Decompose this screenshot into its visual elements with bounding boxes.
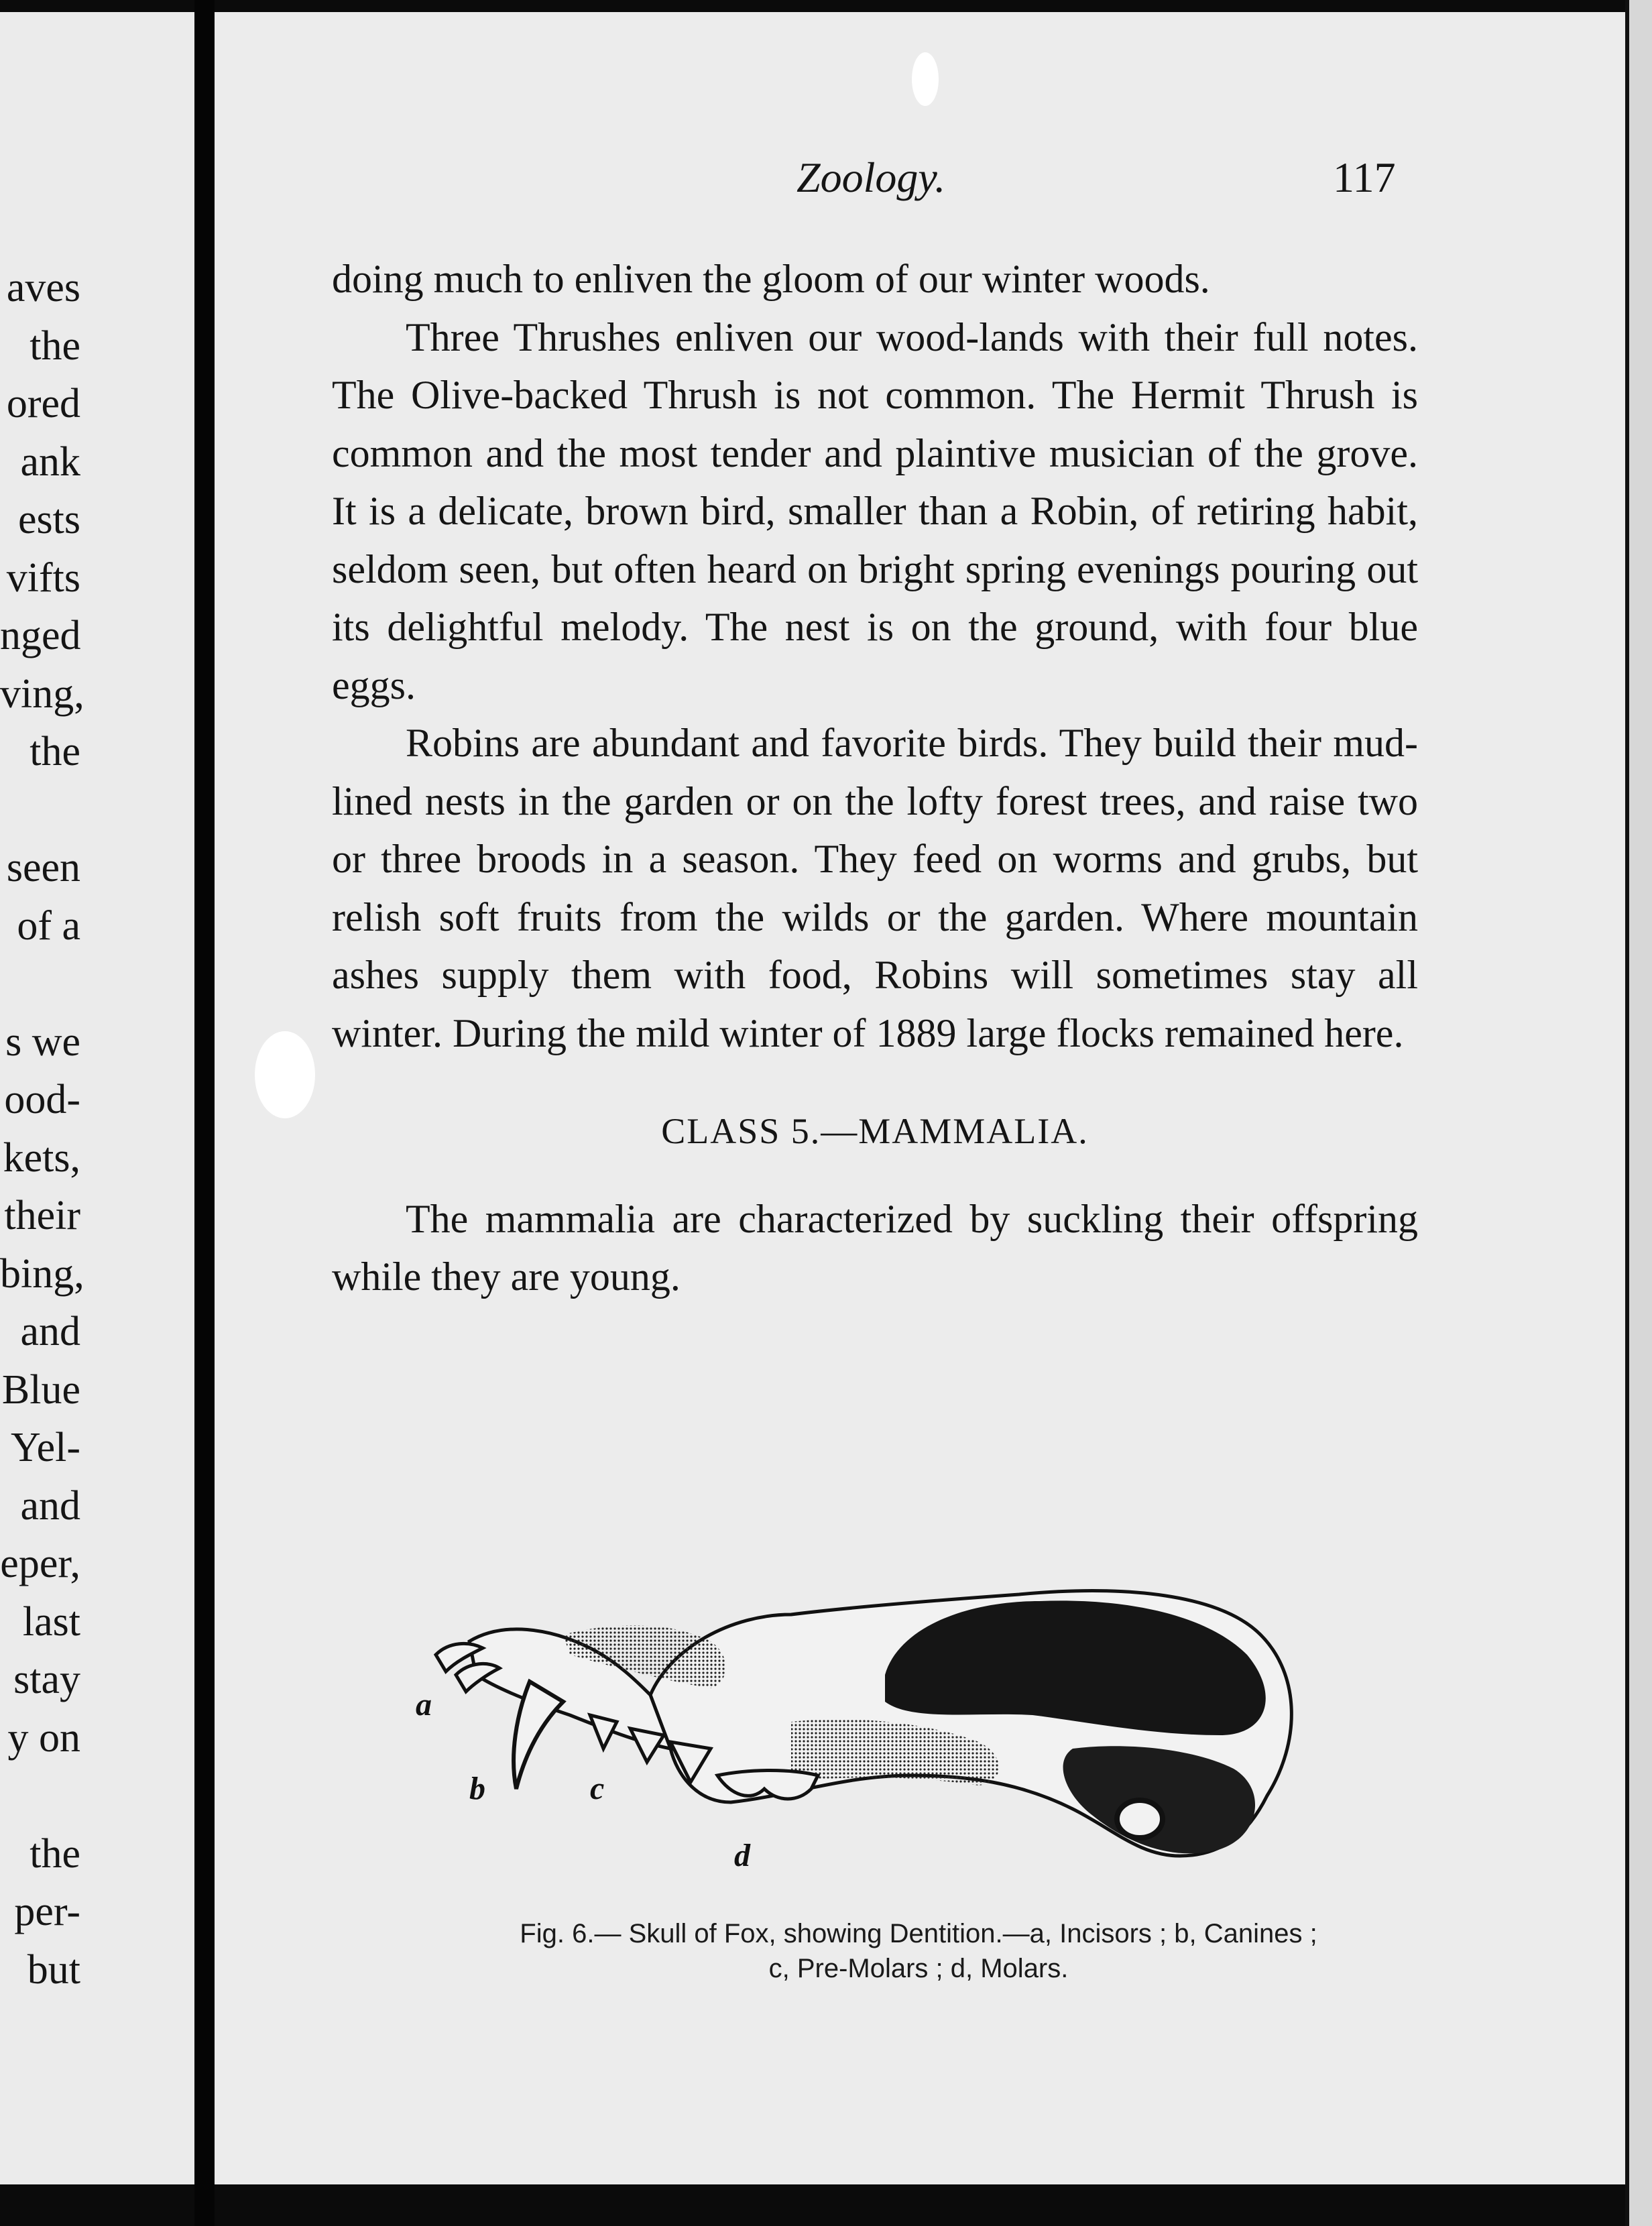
book-gutter (194, 0, 215, 2226)
left-page-line: but (27, 1946, 80, 1993)
paragraph-continuation: doing much to enliven the gloom of our winter woods. (332, 257, 1210, 301)
running-head (215, 146, 1625, 207)
left-page-line: kets, (3, 1134, 80, 1181)
section-heading: CLASS 5.—MAMMALIA. (661, 1111, 1089, 1151)
paragraph-thrushes: Three Thrushes enliven our wood-lands with their full notes. The Olive-backed Thrush is not common. The Hermit Thrush is common and the most tender and plaintive musician of the grove. It is a delicate, brown bird, smaller than a Robin, of retiring habit, seldom seen, but often heard on bright spring evenings pouring out its delightful melody. The nest is on the ground, with four blue eggs. (332, 314, 1418, 707)
left-page-line: of a (17, 902, 80, 949)
left-page-line: Yel- (11, 1425, 80, 1470)
left-page-line: stay (13, 1657, 80, 1702)
left-page-line: the (30, 729, 80, 774)
left-page-line: the (30, 323, 80, 369)
paragraph-robins: Robins are abundant and favorite birds. They build their mud-lined nests in the garden or on the lofty forest trees, and raise two or three broods in a season. They feed on worms and grubs, but relish soft fruits from the wilds or the garden. Where mountain ashes supply them with food, Robins will sometimes stay all winter. During the mild winter of 1889 large flocks remained here. (332, 721, 1418, 1055)
left-page-text-fragments (0, 259, 101, 1999)
page-number: 117 (1333, 154, 1396, 201)
left-page-line: nged (0, 613, 81, 658)
left-page-line: last (22, 1598, 80, 1645)
running-title: Zoology. (796, 154, 946, 201)
body-text (332, 250, 1418, 1306)
left-page-line: eper, (0, 1541, 80, 1586)
left-page-line: bing, (0, 1250, 84, 1297)
page-edge (1625, 0, 1652, 2226)
left-page-line: seen (6, 845, 80, 890)
left-page-line: the (30, 1830, 80, 1877)
left-page-line: ood- (4, 1077, 80, 1122)
left-page-line: vifts (6, 554, 80, 601)
left-page-line: ving, (0, 670, 84, 717)
label-b: b (469, 1771, 485, 1806)
left-page-line: s we (5, 1018, 80, 1065)
left-page-line: per- (14, 1889, 80, 1934)
fox-skull-illustration (416, 1554, 1421, 1903)
figure-caption (382, 1916, 1455, 1986)
left-page-line: y on (7, 1714, 80, 1761)
left-page-line: and (20, 1309, 80, 1354)
left-page-line: and (20, 1482, 80, 1529)
left-page-line: aves (6, 265, 80, 310)
left-facing-page (0, 12, 194, 2184)
left-page-line: ests (18, 497, 80, 542)
paragraph-mammalia: The mammalia are characterized by suckling their offspring while they are young. (332, 1196, 1418, 1299)
paper-blemish (912, 52, 939, 106)
label-c: c (590, 1771, 605, 1806)
figure-caption-line-2: c, Pre-Molars ; d, Molars. (768, 1954, 1069, 1983)
figure-caption-line-1: Fig. 6.— Skull of Fox, showing Dentition.—a, Incisors ; b, Canines ; (520, 1919, 1317, 1948)
paper-blemish (255, 1031, 315, 1118)
label-a: a (416, 1687, 432, 1722)
left-page-line: ank (20, 438, 80, 485)
left-page-line: Blue (1, 1366, 80, 1413)
left-page-line: their (4, 1193, 80, 1238)
main-page (215, 12, 1625, 2184)
left-page-line: ored (6, 381, 80, 426)
label-d: d (734, 1838, 750, 1873)
fox-skull-figure (416, 1554, 1421, 1903)
